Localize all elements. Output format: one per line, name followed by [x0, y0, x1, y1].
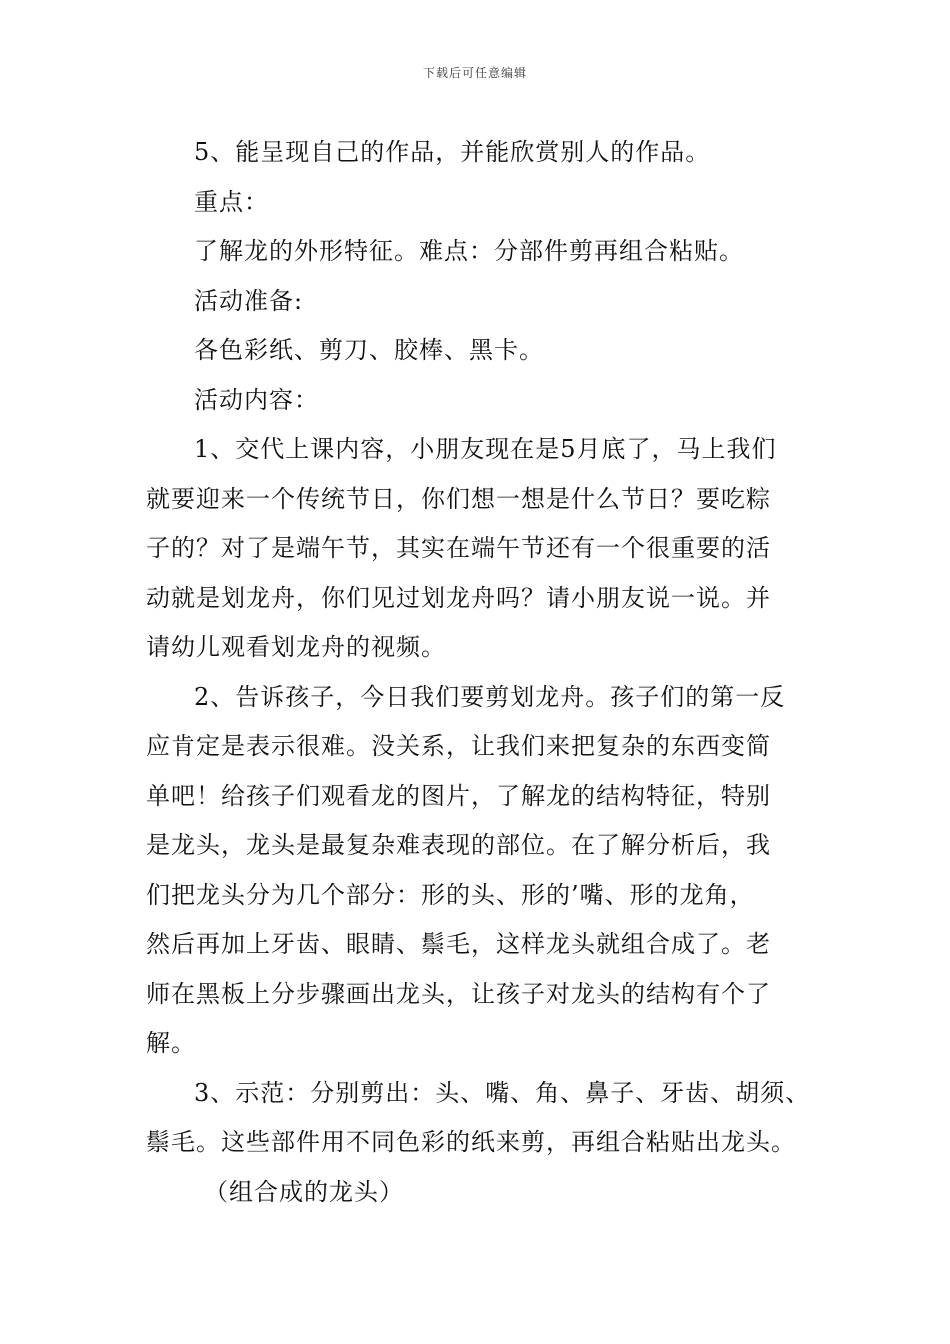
- text-line: 解。: [146, 1029, 196, 1057]
- text-line: 3、示范：分别剪出：头、嘴、角、鼻子、牙齿、胡须、: [194, 1078, 811, 1107]
- section-heading-activity-content: 活动内容：: [194, 385, 319, 414]
- text-line: 就要迎来一个传统节日，你们想一想是什么节日？要吃粽: [146, 484, 771, 513]
- text-line: 子的？对了是端午节，其实在端午节还有一个很重要的活: [146, 534, 771, 562]
- text-line: 各色彩纸、剪刀、胶棒、黑卡。: [194, 336, 544, 364]
- caption: （组合成的龙头）: [204, 1177, 404, 1206]
- text-line: 请幼儿观看划龙舟的视频。: [146, 633, 446, 661]
- document-body: [146, 128, 830, 1217]
- text-line: 应肯定是表示很难。没关系，让我们来把复杂的东西变简: [146, 732, 771, 760]
- text-line: 了解龙的外形特征。难点：分部件剪再组合粘贴。: [194, 237, 744, 265]
- text-line: 5、能呈现自己的作品，并能欣赏别人的作品。: [194, 138, 711, 166]
- section-heading-key-points: 重点：: [194, 187, 269, 216]
- text-line: 是龙头，龙头是最复杂难表现的部位。在了解分析后，我: [146, 831, 771, 859]
- section-heading-preparation: 活动准备:: [194, 286, 304, 315]
- text-line: 1、交代上课内容，小朋友现在是5月底了，马上我们: [194, 435, 777, 463]
- page-header: 下载后可任意编辑: [422, 66, 527, 80]
- text-line: 们把龙头分为几个部分：形的头、形的’嘴、形的龙角，: [146, 880, 755, 909]
- text-line: 然后再加上牙齿、眼睛、鬃毛，这样龙头就组合成了。老: [146, 930, 771, 958]
- text-line: 动就是划龙舟，你们见过划龙舟吗？请小朋友说一说。并: [146, 583, 771, 612]
- text-line: 2、告诉孩子，今日我们要剪划龙舟。孩子们的第一反: [194, 682, 786, 711]
- text-line: 鬃毛。这些部件用不同色彩的纸来剪，再组合粘贴出龙头。: [146, 1128, 796, 1156]
- text-line: 单吧！给孩子们观看龙的图片，了解龙的结构特征，特别: [146, 781, 771, 810]
- text-line: 师在黑板上分步骤画出龙头，让孩子对龙头的结构有个了: [146, 979, 771, 1008]
